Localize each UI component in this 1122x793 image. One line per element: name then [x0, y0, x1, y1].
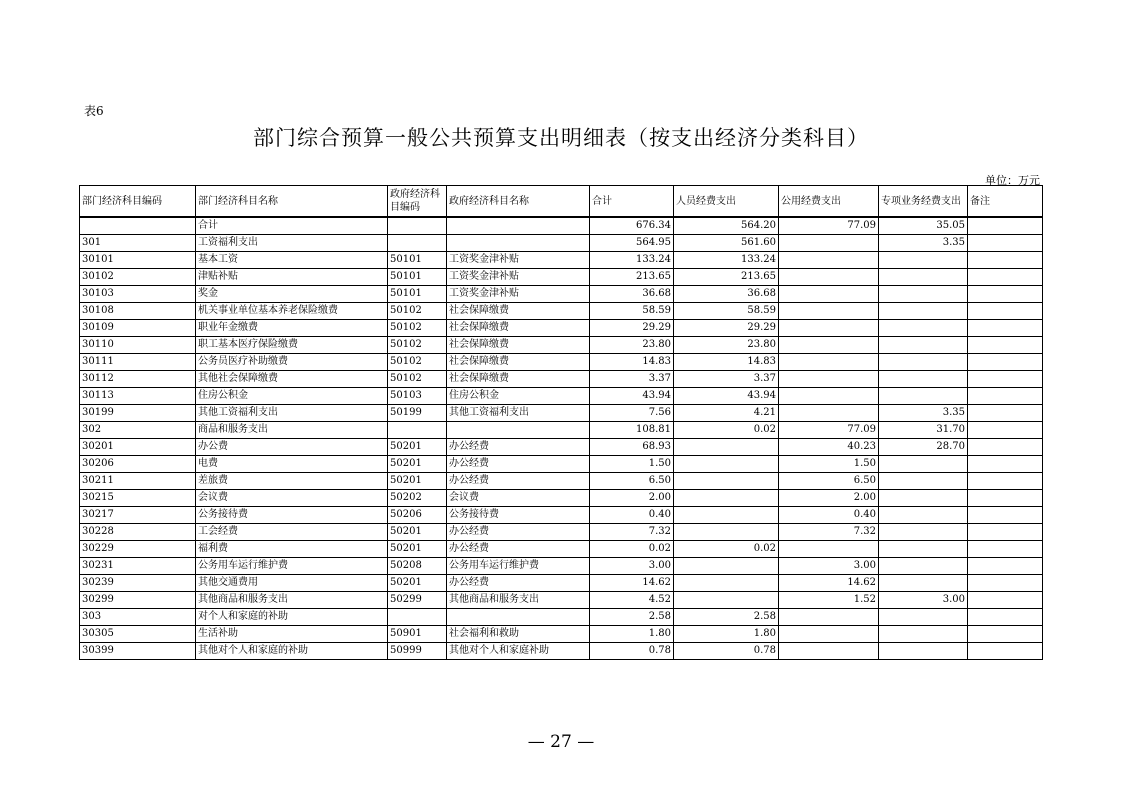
cell-note [968, 286, 1043, 303]
cell-personnel: 0.02 [674, 422, 779, 439]
cell-gov-name [447, 235, 590, 252]
table-row [80, 558, 1043, 575]
cell-note [968, 303, 1043, 320]
cell-public [779, 609, 879, 626]
cell-note [968, 337, 1043, 354]
unit-label: 单位：万元 [985, 174, 1040, 187]
cell-personnel [674, 490, 779, 507]
cell-dept-name: 商品和服务支出 [196, 422, 388, 439]
cell-dept-code: 30108 [80, 303, 196, 320]
cell-note [968, 320, 1043, 337]
cell-public: 1.50 [779, 456, 879, 473]
cell-special [879, 456, 968, 473]
cell-note [968, 541, 1043, 558]
table-row [80, 371, 1043, 388]
cell-dept-code: 30113 [80, 388, 196, 405]
cell-public [779, 371, 879, 388]
expenditure-table [79, 185, 1043, 660]
cell-dept-code: 30102 [80, 269, 196, 286]
table-row [80, 507, 1043, 524]
cell-note [968, 217, 1043, 235]
cell-dept-code: 30101 [80, 252, 196, 269]
table-row [80, 626, 1043, 643]
cell-dept-code: 30299 [80, 592, 196, 609]
cell-total: 0.78 [590, 643, 674, 660]
cell-gov-code: 50102 [388, 354, 447, 371]
table-header-row [80, 186, 1043, 218]
cell-gov-name: 工资奖金津补贴 [447, 286, 590, 303]
cell-gov-code: 50102 [388, 303, 447, 320]
cell-dept-code: 30211 [80, 473, 196, 490]
cell-gov-name: 办公经费 [447, 473, 590, 490]
cell-personnel: 23.80 [674, 337, 779, 354]
cell-personnel [674, 439, 779, 456]
cell-personnel: 0.78 [674, 643, 779, 660]
cell-special [879, 252, 968, 269]
cell-total: 7.32 [590, 524, 674, 541]
cell-public [779, 252, 879, 269]
cell-special [879, 575, 968, 592]
table-number: 表6 [84, 104, 104, 118]
cell-public: 2.00 [779, 490, 879, 507]
cell-dept-name: 机关事业单位基本养老保险缴费 [196, 303, 388, 320]
cell-note [968, 235, 1043, 252]
header-personnel: 人员经费支出 [674, 186, 779, 218]
cell-total: 3.37 [590, 371, 674, 388]
cell-public [779, 643, 879, 660]
cell-dept-name: 津贴补贴 [196, 269, 388, 286]
cell-gov-name: 办公经费 [447, 524, 590, 541]
cell-note [968, 439, 1043, 456]
cell-dept-name: 职业年金缴费 [196, 320, 388, 337]
cell-dept-name: 公务接待费 [196, 507, 388, 524]
cell-gov-name: 社会福利和救助 [447, 626, 590, 643]
cell-dept-code: 301 [80, 235, 196, 252]
cell-gov-code [388, 217, 447, 235]
cell-total: 108.81 [590, 422, 674, 439]
table-row [80, 405, 1043, 422]
header-public: 公用经费支出 [779, 186, 879, 218]
cell-gov-code: 50199 [388, 405, 447, 422]
cell-special [879, 286, 968, 303]
cell-gov-code: 50201 [388, 524, 447, 541]
cell-personnel: 0.02 [674, 541, 779, 558]
cell-special [879, 473, 968, 490]
table-row [80, 337, 1043, 354]
cell-gov-name: 社会保障缴费 [447, 320, 590, 337]
cell-total: 2.58 [590, 609, 674, 626]
cell-personnel: 561.60 [674, 235, 779, 252]
cell-special [879, 371, 968, 388]
cell-dept-name: 电费 [196, 456, 388, 473]
cell-dept-name: 对个人和家庭的补助 [196, 609, 388, 626]
cell-dept-name: 差旅费 [196, 473, 388, 490]
cell-total: 0.40 [590, 507, 674, 524]
cell-special [879, 303, 968, 320]
cell-special [879, 626, 968, 643]
cell-dept-name: 公务用车运行维护费 [196, 558, 388, 575]
cell-note [968, 252, 1043, 269]
cell-gov-name: 公务用车运行维护费 [447, 558, 590, 575]
cell-dept-code: 303 [80, 609, 196, 626]
cell-gov-name: 其他工资福利支出 [447, 405, 590, 422]
cell-special [879, 269, 968, 286]
cell-public: 14.62 [779, 575, 879, 592]
cell-total: 213.65 [590, 269, 674, 286]
cell-gov-name: 住房公积金 [447, 388, 590, 405]
cell-gov-name: 其他对个人和家庭补助 [447, 643, 590, 660]
cell-special [879, 541, 968, 558]
table-row [80, 303, 1043, 320]
table-row [80, 609, 1043, 626]
cell-gov-code: 50208 [388, 558, 447, 575]
table-row [80, 320, 1043, 337]
cell-public [779, 320, 879, 337]
table-row [80, 439, 1043, 456]
cell-special [879, 388, 968, 405]
cell-gov-name: 办公经费 [447, 575, 590, 592]
cell-note [968, 643, 1043, 660]
cell-dept-name: 生活补助 [196, 626, 388, 643]
cell-gov-code: 50102 [388, 371, 447, 388]
cell-public [779, 235, 879, 252]
cell-total: 1.50 [590, 456, 674, 473]
cell-dept-name: 公务员医疗补助缴费 [196, 354, 388, 371]
cell-gov-name: 办公经费 [447, 456, 590, 473]
cell-gov-code: 50101 [388, 269, 447, 286]
cell-note [968, 558, 1043, 575]
cell-gov-name: 会议费 [447, 490, 590, 507]
cell-gov-name: 其他商品和服务支出 [447, 592, 590, 609]
cell-total: 58.59 [590, 303, 674, 320]
cell-total: 6.50 [590, 473, 674, 490]
cell-public: 6.50 [779, 473, 879, 490]
cell-gov-code: 50299 [388, 592, 447, 609]
cell-gov-name [447, 422, 590, 439]
header-special: 专项业务经费支出 [879, 186, 968, 218]
cell-gov-name: 社会保障缴费 [447, 371, 590, 388]
cell-gov-code: 50999 [388, 643, 447, 660]
table-row [80, 354, 1043, 371]
cell-dept-code: 30239 [80, 575, 196, 592]
cell-note [968, 473, 1043, 490]
cell-personnel [674, 456, 779, 473]
cell-gov-name: 办公经费 [447, 439, 590, 456]
cell-dept-code: 30109 [80, 320, 196, 337]
cell-gov-name: 办公经费 [447, 541, 590, 558]
header-gov-code: 政府经济科目编码 [388, 186, 447, 218]
cell-public [779, 388, 879, 405]
cell-dept-code: 30112 [80, 371, 196, 388]
page-number: — 27 — [527, 732, 595, 752]
cell-personnel [674, 507, 779, 524]
cell-personnel: 58.59 [674, 303, 779, 320]
header-dept-code: 部门经济科目编码 [80, 186, 196, 218]
cell-dept-name: 职工基本医疗保险缴费 [196, 337, 388, 354]
cell-dept-code: 30231 [80, 558, 196, 575]
cell-gov-code: 50201 [388, 575, 447, 592]
cell-total: 2.00 [590, 490, 674, 507]
cell-public: 40.23 [779, 439, 879, 456]
cell-gov-code [388, 609, 447, 626]
table-row [80, 541, 1043, 558]
cell-dept-code: 30399 [80, 643, 196, 660]
cell-total: 7.56 [590, 405, 674, 422]
cell-total: 3.00 [590, 558, 674, 575]
cell-gov-code: 50201 [388, 473, 447, 490]
cell-dept-code: 30206 [80, 456, 196, 473]
cell-total: 29.29 [590, 320, 674, 337]
table-row [80, 473, 1043, 490]
cell-public: 1.52 [779, 592, 879, 609]
cell-dept-name: 工会经费 [196, 524, 388, 541]
cell-dept-code: 30103 [80, 286, 196, 303]
table-row [80, 286, 1043, 303]
cell-gov-name: 社会保障缴费 [447, 354, 590, 371]
cell-dept-code: 30229 [80, 541, 196, 558]
cell-special: 35.05 [879, 217, 968, 235]
cell-total: 676.34 [590, 217, 674, 235]
cell-gov-name: 社会保障缴费 [447, 337, 590, 354]
header-total: 合计 [590, 186, 674, 218]
cell-dept-name: 住房公积金 [196, 388, 388, 405]
cell-special [879, 337, 968, 354]
table-row [80, 643, 1043, 660]
cell-public [779, 626, 879, 643]
cell-dept-name: 其他对个人和家庭的补助 [196, 643, 388, 660]
cell-dept-code: 30305 [80, 626, 196, 643]
cell-gov-code: 50101 [388, 252, 447, 269]
cell-gov-code: 50201 [388, 541, 447, 558]
cell-special [879, 320, 968, 337]
cell-public: 0.40 [779, 507, 879, 524]
cell-dept-code: 30110 [80, 337, 196, 354]
cell-dept-code: 30228 [80, 524, 196, 541]
cell-dept-code: 30111 [80, 354, 196, 371]
cell-dept-name: 会议费 [196, 490, 388, 507]
cell-note [968, 626, 1043, 643]
cell-dept-name: 奖金 [196, 286, 388, 303]
cell-special [879, 643, 968, 660]
table-row [80, 217, 1043, 235]
cell-gov-code: 50103 [388, 388, 447, 405]
table-row [80, 252, 1043, 269]
cell-personnel [674, 558, 779, 575]
cell-dept-name: 福利费 [196, 541, 388, 558]
cell-total: 564.95 [590, 235, 674, 252]
cell-public [779, 303, 879, 320]
cell-dept-name: 办公费 [196, 439, 388, 456]
table-row [80, 524, 1043, 541]
cell-personnel: 14.83 [674, 354, 779, 371]
cell-special: 3.35 [879, 235, 968, 252]
header-dept-name: 部门经济科目名称 [196, 186, 388, 218]
header-gov-name: 政府经济科目名称 [447, 186, 590, 218]
table-row [80, 456, 1043, 473]
cell-gov-name: 工资奖金津补贴 [447, 252, 590, 269]
cell-personnel: 43.94 [674, 388, 779, 405]
cell-personnel: 133.24 [674, 252, 779, 269]
cell-personnel: 29.29 [674, 320, 779, 337]
cell-gov-code: 50102 [388, 337, 447, 354]
cell-public [779, 405, 879, 422]
cell-dept-name: 其他工资福利支出 [196, 405, 388, 422]
table-row [80, 490, 1043, 507]
cell-gov-code: 50102 [388, 320, 447, 337]
cell-dept-code: 30201 [80, 439, 196, 456]
cell-special [879, 507, 968, 524]
cell-total: 14.62 [590, 575, 674, 592]
cell-special [879, 490, 968, 507]
cell-note [968, 609, 1043, 626]
cell-note [968, 456, 1043, 473]
cell-special [879, 609, 968, 626]
cell-special [879, 524, 968, 541]
cell-note [968, 405, 1043, 422]
cell-gov-name: 工资奖金津补贴 [447, 269, 590, 286]
cell-total: 133.24 [590, 252, 674, 269]
cell-note [968, 371, 1043, 388]
cell-special: 3.35 [879, 405, 968, 422]
cell-total: 14.83 [590, 354, 674, 371]
cell-special [879, 558, 968, 575]
cell-personnel: 3.37 [674, 371, 779, 388]
cell-personnel [674, 524, 779, 541]
cell-note [968, 422, 1043, 439]
cell-total: 43.94 [590, 388, 674, 405]
cell-public: 3.00 [779, 558, 879, 575]
cell-note [968, 354, 1043, 371]
cell-dept-code: 302 [80, 422, 196, 439]
cell-dept-name: 其他商品和服务支出 [196, 592, 388, 609]
cell-dept-code [80, 217, 196, 235]
cell-gov-code: 50201 [388, 439, 447, 456]
table-row [80, 592, 1043, 609]
cell-gov-code: 50101 [388, 286, 447, 303]
cell-personnel [674, 473, 779, 490]
cell-dept-code: 30199 [80, 405, 196, 422]
cell-public [779, 269, 879, 286]
header-note: 备注 [968, 186, 1043, 218]
cell-gov-code: 50201 [388, 456, 447, 473]
cell-gov-name [447, 609, 590, 626]
cell-note [968, 388, 1043, 405]
cell-public [779, 354, 879, 371]
cell-public [779, 337, 879, 354]
cell-personnel: 4.21 [674, 405, 779, 422]
table-row [80, 269, 1043, 286]
cell-dept-name: 其他交通费用 [196, 575, 388, 592]
cell-public: 77.09 [779, 422, 879, 439]
cell-gov-name [447, 217, 590, 235]
cell-special: 3.00 [879, 592, 968, 609]
cell-public [779, 541, 879, 558]
cell-public [779, 286, 879, 303]
cell-personnel: 36.68 [674, 286, 779, 303]
table-row [80, 388, 1043, 405]
cell-dept-name: 基本工资 [196, 252, 388, 269]
cell-note [968, 524, 1043, 541]
cell-gov-name: 公务接待费 [447, 507, 590, 524]
cell-special: 31.70 [879, 422, 968, 439]
cell-total: 1.80 [590, 626, 674, 643]
cell-personnel [674, 592, 779, 609]
cell-note [968, 490, 1043, 507]
cell-total: 0.02 [590, 541, 674, 558]
cell-dept-name: 其他社会保障缴费 [196, 371, 388, 388]
cell-gov-code: 50202 [388, 490, 447, 507]
cell-dept-code: 30217 [80, 507, 196, 524]
cell-gov-code [388, 422, 447, 439]
cell-gov-code: 50901 [388, 626, 447, 643]
cell-note [968, 592, 1043, 609]
cell-total: 68.93 [590, 439, 674, 456]
cell-personnel: 213.65 [674, 269, 779, 286]
cell-total: 23.80 [590, 337, 674, 354]
table-row [80, 575, 1043, 592]
cell-note [968, 269, 1043, 286]
cell-public: 77.09 [779, 217, 879, 235]
table-row [80, 422, 1043, 439]
cell-note [968, 507, 1043, 524]
cell-note [968, 575, 1043, 592]
cell-gov-code [388, 235, 447, 252]
cell-personnel [674, 575, 779, 592]
cell-personnel: 564.20 [674, 217, 779, 235]
cell-personnel: 1.80 [674, 626, 779, 643]
cell-public: 7.32 [779, 524, 879, 541]
table-body [80, 217, 1043, 660]
table-row [80, 235, 1043, 252]
cell-gov-code: 50206 [388, 507, 447, 524]
page-title: 部门综合预算一般公共预算支出明细表（按支出经济分类科目） [253, 126, 869, 150]
cell-special: 28.70 [879, 439, 968, 456]
cell-dept-code: 30215 [80, 490, 196, 507]
cell-total: 4.52 [590, 592, 674, 609]
cell-special [879, 354, 968, 371]
cell-gov-name: 社会保障缴费 [447, 303, 590, 320]
cell-dept-name: 合计 [196, 217, 388, 235]
cell-total: 36.68 [590, 286, 674, 303]
cell-dept-name: 工资福利支出 [196, 235, 388, 252]
cell-personnel: 2.58 [674, 609, 779, 626]
